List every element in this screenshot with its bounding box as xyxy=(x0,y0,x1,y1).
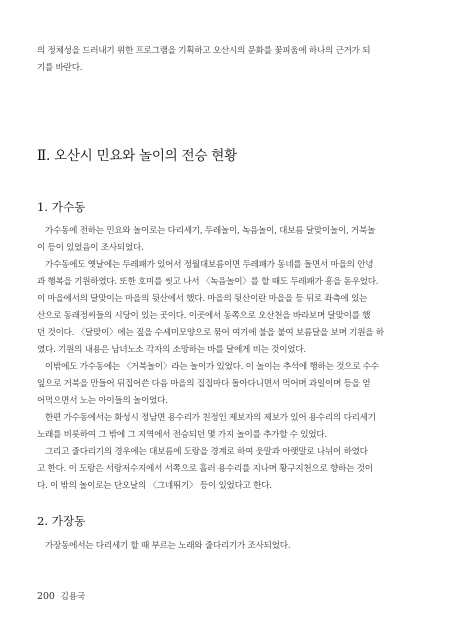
paragraph-line: 한편 가수동에서는 화성시 정남면 용수리가 친정인 제보자의 제보가 있어 용수리의 다리세기 xyxy=(45,413,376,423)
paragraph xyxy=(37,223,437,257)
paragraph-line: 잎으로 거북을 만들어 뒤집어쓴 다음 마을의 집집마다 돌아다니면서 먹어며 과일이며 등을 얻 xyxy=(37,379,371,389)
section-title-gajang: 2. 가장동 xyxy=(37,514,86,528)
section-title-gasu: 1. 가수동 xyxy=(37,200,86,214)
section-gajang-body xyxy=(37,538,437,555)
intro-line: 의 정체성을 드러내기 위한 프로그램을 기획하고 오산시의 문화를 꽃피움에 하나의 근거가 되 xyxy=(37,46,371,56)
paragraph-line: 그리고 줄다리기의 경우에는 대보름에 도랑을 경계로 하여 웃말과 아랫말로 나뉘어 하였다 xyxy=(45,447,368,457)
paragraph xyxy=(37,410,437,444)
paragraph-line: 과 행복을 기원하였다. 또한 호미를 씻고 나서 〈녹음놀이〉를 할 때도 두레패가 흥을 돋우었다. xyxy=(37,277,379,287)
paragraph-line: 고 한다. 이 도랑은 서랑저수지에서 서쪽으로 흘러 용수리를 지나며 황구지천으로 향하는 것이 xyxy=(37,464,373,474)
paragraph xyxy=(37,257,437,359)
paragraph-line: 어먹으면서 노는 아이들의 놀이었다. xyxy=(37,396,168,406)
paragraph xyxy=(37,444,437,495)
intro-paragraph xyxy=(37,43,437,77)
paragraph-line: 다. 이 밖의 놀이로는 단오날의 〈그네뛰기〉 등이 있었다고 한다. xyxy=(37,481,272,491)
paragraph-line: 산으로 동래정씨들의 시당이 있는 곳이다. 이곳에서 동쪽으로 오산천을 바라보며 달맞이를 했 xyxy=(37,311,371,321)
chapter-title: Ⅱ. 오산시 민요와 놀이의 전승 현황 xyxy=(37,148,237,164)
page-footer xyxy=(37,590,85,602)
paragraph-line: 던 것이다. 〈달맞이〉에는 짚을 수세미모양으로 묶어 여기에 불을 붙여 보름달을 보며 기원을 하 xyxy=(37,328,384,338)
running-author: 김용국 xyxy=(60,592,86,602)
paragraph xyxy=(37,359,437,410)
paragraph-line: 이밖에도 가수동에는 〈거북놀이〉라는 놀이가 있었다. 이 놀이는 추석에 행하는 것으로 수수 xyxy=(45,362,379,372)
paragraph-line: 가수동에도 옛날에는 두레패가 있어서 정월대보름이면 두레패가 동네를 돌면서 마을의 안녕 xyxy=(45,260,374,270)
paragraph-line: 이 등이 있었음이 조사되었다. xyxy=(37,243,144,253)
paragraph-line: 였다. 기원의 내용은 남녀노소 각자의 소망하는 바를 달에게 비는 것이었다. xyxy=(37,345,306,355)
paragraph-line: 이 마을에서의 달맞이는 마을의 뒷산에서 했다. 마을의 뒷산이란 마을을 등 뒤로 좌측에 있는 xyxy=(37,294,368,304)
paragraph-line: 가장동에서는 다리세기 할 때 부르는 노래와 줄다리기가 조사되었다. xyxy=(45,541,291,551)
page-number: 200 xyxy=(37,591,55,602)
paragraph-line: 노래를 비롯하여 그 밖에 그 지역에서 전승되던 몇 가지 놀이를 추가할 수 있었다. xyxy=(37,430,327,440)
paragraph-line: 가수동에 전하는 민요와 놀이로는 다리세기, 두레놀이, 녹음놀이, 대보름 달맞이놀이, 거북놀 xyxy=(45,226,376,236)
section-gasu-body xyxy=(37,223,437,495)
intro-line: 기를 바란다. xyxy=(37,63,83,73)
